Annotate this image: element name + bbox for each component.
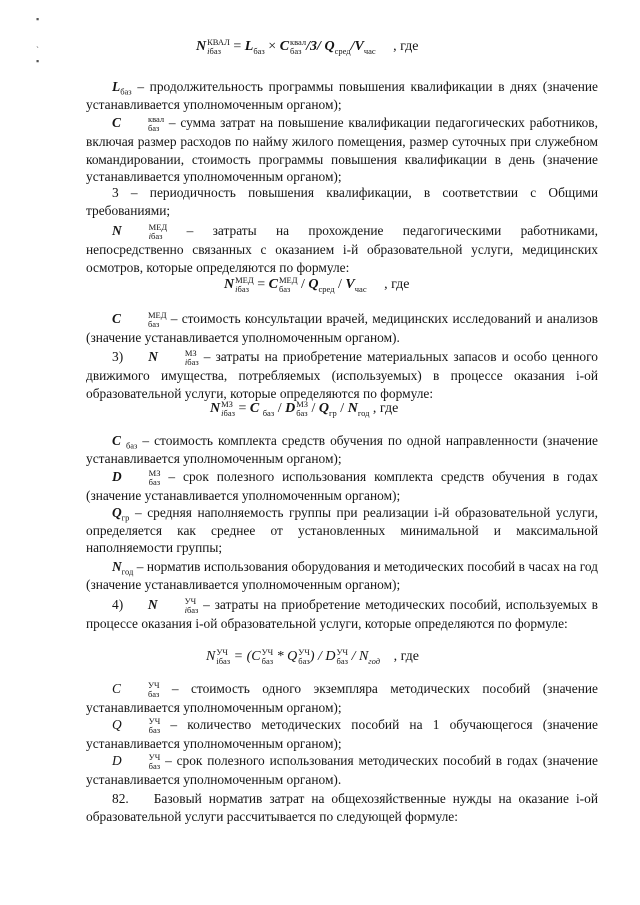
margin-mark: ▪	[36, 56, 40, 66]
margin-mark: ˎ	[36, 38, 39, 48]
paragraph-text: – затраты на прохождение педагогическими работниками, непосредственно связанных с оказанием i-й образовательной услуги, медицинских осмотров, которые определяются по формуле:	[86, 223, 598, 275]
paragraph-82	[86, 790, 598, 825]
paragraph-text: – продолжительность программы повышения квалификации в днях (значение устанавливается уполномоченным органом);	[86, 79, 598, 112]
paragraph-l-baz: $L_{баз}$ – продолжительность программы повышения квалификации в днях (значение устанавливается уполномоченным органом);	[86, 79, 598, 112]
paragraph-n-god: $N_{год}$ – норматив использования оборудования и методических пособий в часах на год (значение устанавливается уполномоченным органом);	[86, 559, 598, 592]
paragraph-d-mz: D МЗ баз – срок полезного использования комплекта средств обучения в годах (значение устанавливается уполномоченным органом);	[86, 467, 598, 503]
paragraph-c-uch: C УЧ баз – стоимость одного экземпляра методических пособий (значение устанавливается уполномоченным органом);	[86, 679, 598, 715]
paragraph-periodicity	[86, 184, 598, 219]
paragraph-c-kval: C квал баз – сумма затрат на повышение квалификации педагогических работников, включая размер расходов по найму жилого помещения, размер суточных при служебном командировании, стоимость программы повышения квалификации в день (значение устанавливается уполномоченным органом);	[86, 113, 598, 185]
paragraph-text: 3 – периодичность повышения квалификации, в соответствии с Общими требованиями;	[86, 185, 598, 218]
where-label: , где	[372, 401, 399, 417]
paragraph-text: – стоимость одного экземпляра методических пособий (значение устанавливается уполномоченным органом);	[86, 681, 598, 715]
paragraph-n-uch: 4) N УЧ iбаз – затраты на приобретение методических пособий, используемых в процессе оказания i-ой образовательной услуги, которые определяются по формуле:	[86, 595, 598, 631]
paragraph-q-uch: Q УЧ баз – количество методических пособий на 1 обучающегося (значение устанавливается уполномоченным органом);	[86, 715, 598, 751]
paragraph-d-uch: D УЧ баз – срок полезного использования методических пособий в годах (значение устанавливается уполномоченным органом).	[86, 751, 598, 787]
paragraph-text: – стоимость комплекта средств обучения по одной направленности (значение устанавливается уполномоченным органом);	[86, 433, 599, 466]
paragraph-text: – затраты на приобретение материальных запасов и особо ценного движимого имущества, потребляемых (используемых) в процессе оказания i-ой образовательной услуги, которые определяются по формуле:	[86, 349, 598, 401]
paragraph-text: – срок полезного использования комплекта средств обучения в годах (значение устанавливается уполномоченным органом);	[86, 469, 598, 503]
formula-med: N МЕД iбаз = C МЕД баз / $Q_{сред} / V_{час}$ , где	[224, 275, 410, 295]
paragraph-text: – стоимость консультации врачей, медицинских исследований и анализов (значение устанавливается уполномоченным органом).	[86, 311, 598, 345]
formula-mz: N МЗ iбаз = C $_{баз}$ / D МЗ баз / $Q_{гр} / N_{год}$ , где	[210, 399, 399, 419]
item-number: 82.	[112, 791, 129, 806]
formula-kval: N КВАЛ iбаз = $L_{баз} \times C$ квал баз /3/ $Q_{сред}/V_{час}$ , где	[196, 37, 419, 57]
paragraph-n-mz: 3) N МЗ iбаз – затраты на приобретение материальных запасов и особо ценного движимого имущества, потребляемых (используемых) в процессе оказания i-ой образовательной услуги, которые определяются по формуле:	[86, 347, 598, 401]
paragraph-c-med: C МЕД баз – стоимость консультации врачей, медицинских исследований и анализов (значение устанавливается уполномоченным органом).	[86, 309, 598, 345]
paragraph-text: – средняя наполняемость группы при реализации i-й образовательной услуги, определяется как среднее от установленных минимальной и максимальной наполняемости группы;	[86, 505, 598, 556]
paragraph-text: Базовый норматив затрат на общехозяйственные нужды на оказание i-ой образовательной услуги рассчитывается по следующей формуле:	[86, 791, 598, 824]
item-number: 3)	[112, 349, 124, 364]
where-label: , где	[393, 39, 419, 55]
paragraph-text: – сумма затрат на повышение квалификации педагогических работников, включая размер расходов по найму жилого помещения, размер суточных при служебном командировании, стоимость программы повышения квалификации в день (значение устанавливается уполномоченным органом);	[86, 115, 598, 185]
paragraph-text: – количество методических пособий на 1 обучающегося (значение устанавливается уполномоченным органом);	[86, 717, 598, 751]
paragraph-text: – срок полезного использования методических пособий в годах (значение устанавливается уполномоченным органом).	[86, 753, 598, 787]
paragraph-text: – затраты на приобретение методических пособий, используемых в процессе оказания i-ой образовательной услуги, которые определяются по формуле:	[86, 597, 598, 631]
margin-mark: ▪	[36, 14, 40, 24]
where-label: , где	[384, 277, 410, 293]
paragraph-q-gr: $Q_{гр}$ – средняя наполняемость группы при реализации i-й образовательной услуги, определяется как среднее от установленных минимальной и максимальной наполняемости группы;	[86, 505, 598, 556]
formula-uch: N УЧ iбаз = (C УЧ баз * Q УЧ баз ) / D УЧ баз / $N_{год}$ , где	[206, 647, 419, 667]
where-label: , где	[393, 649, 419, 665]
item-number: 4)	[112, 597, 124, 612]
paragraph-text: – норматив использования оборудования и методических пособий в часах на год (значение устанавливается уполномоченным органом);	[86, 559, 598, 592]
paragraph-n-med: N МЕД iбаз – затраты на прохождение педагогическими работниками, непосредственно связанных с оказанием i-й образовательной услуги, медицинских осмотров, которые определяются по формуле:	[86, 221, 598, 275]
paragraph-c-baz: C $_{баз}$ – стоимость комплекта средств обучения по одной направленности (значение устанавливается уполномоченным органом);	[86, 433, 599, 466]
